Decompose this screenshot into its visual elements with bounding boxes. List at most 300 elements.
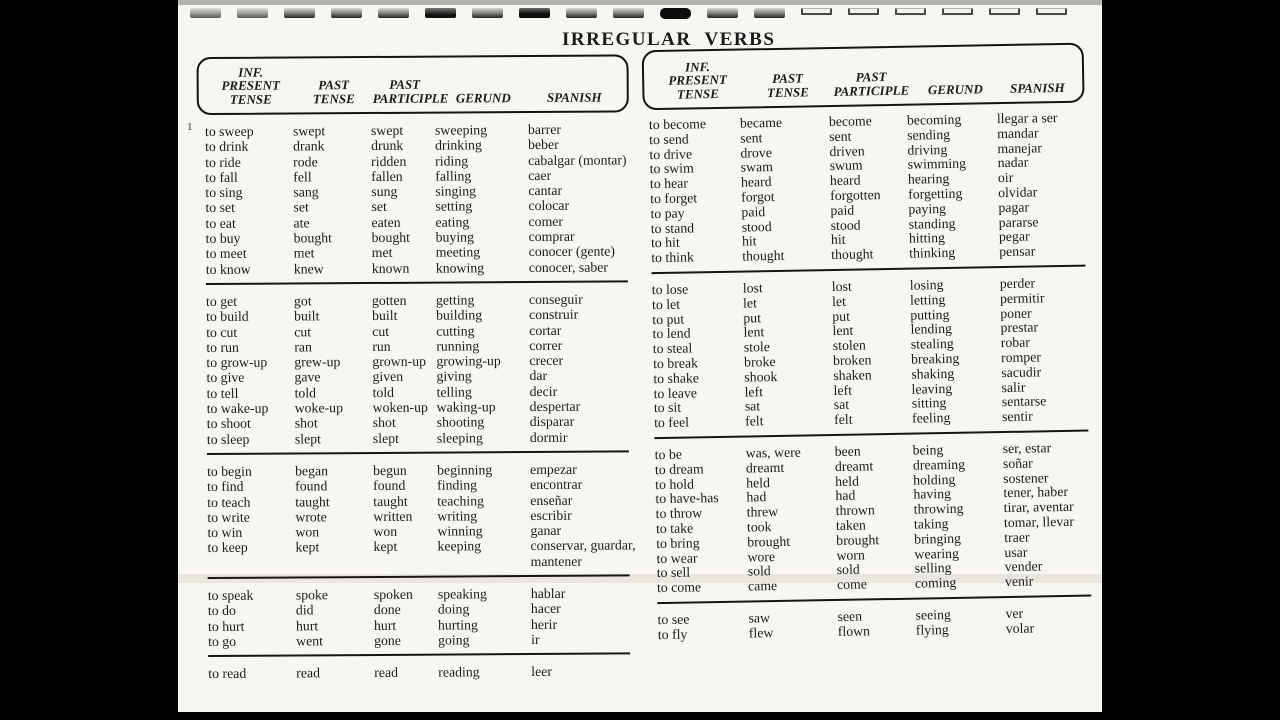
past-tense-cell: went xyxy=(296,633,323,649)
gerund-cell: having xyxy=(913,486,952,502)
gerund-cell: writing xyxy=(437,508,478,524)
verb-group xyxy=(205,121,630,277)
past-tense-cell: drank xyxy=(293,138,325,154)
past-tense-cell: shot xyxy=(294,415,318,431)
past-tense-cell: won xyxy=(295,524,320,540)
infinitive-cell: to grow-up xyxy=(206,354,268,371)
past-tense-cell: wrote xyxy=(295,509,327,525)
spanish-cell: poner xyxy=(1000,305,1032,321)
spanish-cell: sentarse xyxy=(1001,393,1047,410)
gerund-cell: seeing xyxy=(915,606,951,623)
gerund-cell: hitting xyxy=(908,230,946,247)
infinitive-cell: to shake xyxy=(653,370,700,386)
gerund-cell: sending xyxy=(907,126,951,143)
spanish-cell: vender xyxy=(1004,558,1043,575)
past-participle-cell: won xyxy=(373,523,398,540)
past-tense-cell: spoke xyxy=(295,587,329,603)
gerund-cell: cutting xyxy=(436,322,475,339)
gerund-cell: stealing xyxy=(910,336,954,352)
gerund-cell: becoming xyxy=(906,111,962,128)
spanish-cell: oir xyxy=(997,170,1014,186)
gerund-cell: going xyxy=(438,632,470,648)
infinitive-cell: to put xyxy=(652,311,685,327)
past-participle-cell: sent xyxy=(829,128,852,144)
past-tense-cell: fell xyxy=(293,169,312,185)
gerund-cell: selling xyxy=(914,560,952,576)
table-body xyxy=(643,111,1094,643)
past-participle-cell: thrown xyxy=(835,502,875,519)
past-participle-cell: put xyxy=(832,308,851,324)
spanish-cell: cortar xyxy=(529,322,562,338)
past-participle-cell: grown-up xyxy=(372,353,427,370)
gerund-cell: bringing xyxy=(914,530,962,547)
infinitive-cell: to lend xyxy=(652,325,691,342)
past-tense-cell: sang xyxy=(293,184,319,200)
infinitive-cell: to eat xyxy=(205,215,236,231)
infinitive-cell: to set xyxy=(205,200,235,216)
past-participle-cell: felt xyxy=(833,411,853,428)
past-participle-cell: come xyxy=(836,576,868,593)
past-participle-cell: eaten xyxy=(371,214,401,230)
verb-row xyxy=(208,664,632,682)
infinitive-cell: to leave xyxy=(653,384,698,401)
verb-row xyxy=(207,537,636,571)
infinitive-cell: to tell xyxy=(206,385,239,401)
past-tense-cell: lent xyxy=(743,324,765,340)
past-tense-cell: kept xyxy=(295,539,320,555)
infinitive-cell: to bring xyxy=(656,535,700,551)
past-tense-cell: flew xyxy=(748,624,774,641)
past-participle-cell: paid xyxy=(830,202,855,218)
past-participle-cell: cut xyxy=(372,323,390,339)
gerund-cell: telling xyxy=(436,384,472,400)
spanish-cell: decir xyxy=(529,383,558,399)
gerund-cell: being xyxy=(912,442,944,458)
letterbox-left xyxy=(0,0,178,720)
past-tense-cell: cut xyxy=(294,323,312,340)
column-header: SPANISH xyxy=(1009,79,1065,96)
column-header: SPANISH xyxy=(546,89,602,105)
stray-mark: 1 xyxy=(187,121,193,133)
past-tense-cell: broke xyxy=(743,353,776,370)
column-header: PAST PARTICIPLE xyxy=(833,69,910,99)
gerund-cell: riding xyxy=(435,153,469,169)
past-tense-cell: swept xyxy=(292,123,326,139)
past-tense-cell: thought xyxy=(742,248,785,264)
past-participle-cell: flown xyxy=(837,623,871,639)
infinitive-cell: to wear xyxy=(656,549,698,566)
past-participle-cell: seen xyxy=(837,608,863,624)
infinitive-cell: to give xyxy=(206,370,245,386)
infinitive-cell: to go xyxy=(208,633,237,649)
spanish-cell: comprar xyxy=(528,228,575,245)
spanish-cell: prestar xyxy=(1000,319,1039,336)
spanish-cell: pararse xyxy=(998,213,1039,230)
infinitive-cell: to find xyxy=(207,479,244,495)
past-participle-cell: left xyxy=(833,382,853,398)
infinitive-cell: to drive xyxy=(649,146,693,162)
column-header-box xyxy=(197,54,629,115)
spanish-cell: robar xyxy=(1000,334,1031,351)
infinitive-cell: to meet xyxy=(205,246,247,262)
gerund-cell: hearing xyxy=(907,171,950,187)
infinitive-cell: to run xyxy=(206,339,239,355)
infinitive-cell: to hold xyxy=(655,475,695,492)
spanish-cell: dormir xyxy=(529,429,568,445)
past-participle-cell: slept xyxy=(372,430,399,446)
gerund-cell: doing xyxy=(437,601,470,617)
gerund-cell: throwing xyxy=(913,500,964,517)
infinitive-cell: to write xyxy=(207,509,250,525)
past-tense-cell: grew-up xyxy=(294,354,341,370)
past-tense-cell: found xyxy=(295,478,328,494)
past-participle-cell: forgotten xyxy=(830,187,881,204)
verb-group xyxy=(655,440,1094,596)
past-participle-cell: gotten xyxy=(371,292,407,308)
infinitive-cell: to think xyxy=(651,249,694,266)
past-tense-cell: came xyxy=(747,578,778,594)
gerund-cell: winning xyxy=(437,523,483,539)
group-divider xyxy=(654,429,1088,439)
past-tense-cell: did xyxy=(295,602,314,618)
group-divider xyxy=(208,574,630,579)
infinitive-cell: to feel xyxy=(654,414,690,431)
infinitive-cell: to fall xyxy=(205,169,238,185)
column-header: PAST TENSE xyxy=(766,70,809,100)
gerund-cell: breaking xyxy=(910,350,960,367)
infinitive-cell: to speak xyxy=(207,587,254,604)
spanish-cell: construir xyxy=(529,307,579,323)
past-participle-cell: told xyxy=(372,384,395,400)
spanish-cell: comer xyxy=(528,213,564,229)
past-participle-cell: bought xyxy=(371,229,410,246)
spanish-cell: ser, estar xyxy=(1002,440,1052,456)
spanish-cell: hacer xyxy=(530,601,561,617)
past-participle-cell: become xyxy=(828,113,872,130)
past-participle-cell: stolen xyxy=(832,337,866,354)
past-participle-cell: kept xyxy=(373,539,398,555)
spanish-cell: tener, haber xyxy=(1003,484,1069,501)
infinitive-cell: to sleep xyxy=(206,431,250,447)
past-participle-cell: held xyxy=(835,473,860,489)
infinitive-cell: to win xyxy=(207,524,243,541)
spanish-cell: llegar a ser xyxy=(996,110,1058,127)
past-tense-cell: dreamt xyxy=(745,459,785,476)
past-participle-cell: gone xyxy=(374,632,401,648)
spanish-cell: sacudir xyxy=(1001,364,1042,380)
past-tense-cell: drove xyxy=(740,144,772,161)
gerund-cell: growing-up xyxy=(436,353,501,369)
past-tense-cell: held xyxy=(746,474,771,491)
past-participle-cell: taught xyxy=(373,493,408,509)
past-tense-cell: hit xyxy=(741,233,757,249)
infinitive-cell: to do xyxy=(207,603,236,619)
spanish-cell: pegar xyxy=(998,228,1030,245)
verb-group xyxy=(206,291,631,447)
past-participle-cell: read xyxy=(374,665,399,681)
past-participle-cell: fallen xyxy=(371,168,403,184)
gerund-cell: shooting xyxy=(436,414,485,430)
past-participle-cell: hit xyxy=(830,232,846,248)
past-tense-cell: wore xyxy=(747,548,776,565)
verb-row xyxy=(208,631,632,649)
verb-row xyxy=(206,259,630,277)
spanish-cell: crecer xyxy=(529,352,564,369)
infinitive-cell: to have-has xyxy=(655,490,719,507)
letterbox-right xyxy=(1102,0,1280,720)
gerund-cell: paying xyxy=(908,200,947,217)
spanish-cell: conseguir xyxy=(528,291,583,308)
verb-group xyxy=(208,664,632,682)
past-participle-cell: set xyxy=(371,199,387,215)
infinitive-cell: to send xyxy=(649,131,689,147)
table-body xyxy=(197,121,636,682)
past-tense-cell: took xyxy=(746,519,772,535)
infinitive-cell: to hurt xyxy=(207,618,245,634)
gerund-cell: leaving xyxy=(911,380,953,397)
spanish-cell: despertar xyxy=(529,398,581,415)
spanish-cell: herir xyxy=(530,616,558,632)
spanish-cell: permitir xyxy=(999,290,1045,306)
past-tense-cell: got xyxy=(293,293,312,309)
infinitive-cell: to fly xyxy=(657,626,688,642)
spanish-cell: usar xyxy=(1004,544,1028,560)
infinitive-cell: to wake-up xyxy=(206,400,269,417)
past-tense-cell: set xyxy=(293,199,309,215)
past-participle-cell: thought xyxy=(831,246,874,263)
gerund-cell: flying xyxy=(915,621,949,638)
past-participle-cell: driven xyxy=(829,143,865,159)
past-tense-cell: built xyxy=(294,308,320,324)
gerund-cell: eating xyxy=(435,214,470,230)
past-participle-cell: broken xyxy=(832,352,872,368)
past-participle-cell: shaken xyxy=(833,367,872,383)
past-participle-cell: drunk xyxy=(371,138,404,154)
infinitive-cell: to sell xyxy=(656,564,691,581)
past-participle-cell: been xyxy=(834,443,861,459)
past-tense-cell: left xyxy=(744,383,764,400)
past-participle-cell: run xyxy=(372,338,391,354)
spanish-cell: beber xyxy=(528,137,559,153)
spanish-cell: venir xyxy=(1004,573,1034,590)
spanish-cell: pensar xyxy=(999,243,1036,260)
infinitive-cell: to stand xyxy=(650,219,695,236)
spanish-cell: olvidar xyxy=(998,184,1038,201)
infinitive-cell: to pay xyxy=(650,205,685,221)
gerund-cell: beginning xyxy=(436,462,493,478)
infinitive-cell: to sit xyxy=(653,400,682,416)
column-header: PAST PARTICIPLE xyxy=(372,76,449,106)
gerund-cell: setting xyxy=(435,198,473,215)
infinitive-cell: to see xyxy=(657,611,690,628)
gerund-cell: dreaming xyxy=(912,456,966,473)
gerund-cell: reading xyxy=(438,664,480,680)
gerund-cell: taking xyxy=(913,515,949,532)
infinitive-cell: to let xyxy=(651,296,681,312)
past-tense-cell: became xyxy=(739,114,783,131)
spanish-cell: colocar xyxy=(528,198,570,214)
spanish-cell: pagar xyxy=(998,199,1030,215)
group-divider xyxy=(657,594,1091,604)
column-header: GERUND xyxy=(455,89,511,105)
spanish-cell: ir xyxy=(531,631,540,647)
verb-table-left xyxy=(196,0,636,682)
past-tense-cell: rode xyxy=(293,153,318,170)
spanish-cell: salir xyxy=(1001,379,1026,395)
column-header: GERUND xyxy=(927,80,983,97)
infinitive-cell: to sing xyxy=(205,184,243,201)
past-participle-cell: ridden xyxy=(371,153,407,169)
spanish-cell: encontrar xyxy=(530,476,583,493)
verb-table-right xyxy=(641,0,1094,643)
past-participle-cell: swept xyxy=(370,122,404,139)
page-title: IRREGULAR VERBS xyxy=(562,29,776,50)
gerund-cell: thinking xyxy=(909,245,956,261)
verb-group xyxy=(657,605,1093,642)
infinitive-cell: to drink xyxy=(205,139,249,155)
group-divider xyxy=(208,653,630,658)
spanish-cell: perder xyxy=(999,275,1036,292)
past-participle-cell: known xyxy=(371,260,410,276)
gerund-cell: finding xyxy=(437,477,478,493)
verb-group xyxy=(207,461,636,571)
past-tense-cell: taught xyxy=(295,493,330,510)
past-participle-cell: shot xyxy=(372,415,396,431)
infinitive-cell: to teach xyxy=(207,494,251,510)
infinitive-cell: to hit xyxy=(650,235,680,251)
past-participle-cell: let xyxy=(831,293,846,309)
past-participle-cell: spoken xyxy=(373,586,413,603)
gerund-cell: speaking xyxy=(437,586,487,602)
infinitive-cell: to forget xyxy=(650,190,698,207)
past-participle-cell: worn xyxy=(836,546,865,563)
column-header: PAST TENSE xyxy=(312,77,355,106)
infinitive-cell: to dream xyxy=(654,461,704,477)
past-participle-cell: sat xyxy=(833,397,850,413)
infinitive-cell: to shoot xyxy=(206,416,251,432)
spanish-cell: cabalgar (montar) xyxy=(528,152,627,168)
past-tense-cell: told xyxy=(294,385,317,401)
gerund-cell: coming xyxy=(914,574,957,591)
infinitive-cell: to throw xyxy=(655,505,703,522)
gerund-cell: falling xyxy=(435,168,472,184)
gerund-cell: wearing xyxy=(914,545,960,562)
past-participle-cell: found xyxy=(373,478,406,494)
past-tense-cell: shook xyxy=(744,368,778,385)
spanish-cell: cantar xyxy=(528,183,563,199)
past-tense-cell: felt xyxy=(744,413,764,429)
past-participle-cell: heard xyxy=(829,172,861,189)
spanish-cell: barrer xyxy=(527,121,561,138)
past-tense-cell: sold xyxy=(747,563,771,579)
spanish-cell: tirar, aventar xyxy=(1003,498,1074,516)
past-participle-cell: given xyxy=(372,369,404,385)
spanish-cell: sentir xyxy=(1001,408,1033,425)
gerund-cell: waking-up xyxy=(436,399,496,415)
spanish-cell: volar xyxy=(1005,620,1035,636)
gerund-cell: building xyxy=(436,307,483,323)
infinitive-cell: to take xyxy=(655,520,694,537)
past-tense-cell: lost xyxy=(742,280,763,296)
past-tense-cell: swam xyxy=(740,159,774,175)
gerund-cell: driving xyxy=(907,141,948,158)
column-header: INF. PRESENT TENSE xyxy=(221,64,280,107)
past-tense-cell: paid xyxy=(741,203,766,220)
past-participle-cell: woken-up xyxy=(372,399,428,416)
past-participle-cell: stood xyxy=(830,217,861,233)
gerund-cell: standing xyxy=(908,215,956,232)
spanish-cell: leer xyxy=(531,664,553,680)
past-tense-cell: sat xyxy=(744,398,761,414)
past-tense-cell: sent xyxy=(740,130,763,146)
past-tense-cell: forgot xyxy=(741,188,775,205)
column-header: INF. PRESENT TENSE xyxy=(668,58,728,102)
gerund-cell: feeling xyxy=(911,410,951,426)
past-participle-cell: hurt xyxy=(373,617,397,633)
spanish-cell: manejar xyxy=(997,139,1042,156)
past-participle-cell: sold xyxy=(836,561,860,578)
infinitive-cell: to begin xyxy=(207,463,252,479)
spanish-cell: sostener xyxy=(1003,469,1049,486)
infinitive-cell: to break xyxy=(652,355,699,372)
gerund-cell: forgetting xyxy=(908,185,963,202)
past-tense-cell: let xyxy=(742,295,757,311)
past-participle-cell: built xyxy=(372,308,398,324)
gerund-cell: hurting xyxy=(437,616,478,633)
infinitive-cell: to cut xyxy=(206,324,238,340)
gerund-cell: meeting xyxy=(435,244,481,260)
spanish-cell: escribir xyxy=(530,507,572,523)
past-participle-cell: done xyxy=(373,602,401,618)
past-tense-cell: stole xyxy=(743,339,771,355)
infinitive-cell: to come xyxy=(656,579,702,596)
gerund-cell: lending xyxy=(910,321,953,338)
spanish-cell: tomar, llevar xyxy=(1003,513,1074,530)
gerund-cell: knowing xyxy=(435,259,485,276)
gerund-cell: running xyxy=(436,338,480,354)
gerund-cell: sleeping xyxy=(436,429,483,446)
gerund-cell: teaching xyxy=(437,492,485,509)
past-participle-cell: lost xyxy=(831,278,852,294)
past-tense-cell: had xyxy=(746,489,767,505)
past-participle-cell: brought xyxy=(836,531,880,548)
infinitive-cell: to sweep xyxy=(204,123,254,140)
infinitive-cell: to swim xyxy=(649,160,694,177)
past-tense-cell: slept xyxy=(294,430,321,447)
infinitive-cell: to read xyxy=(208,665,247,682)
gerund-cell: sitting xyxy=(911,395,947,411)
notebook-page xyxy=(178,0,1102,712)
gerund-cell: drinking xyxy=(435,137,482,153)
past-tense-cell: threw xyxy=(746,504,779,520)
verb-row xyxy=(207,429,631,447)
infinitive-cell: to build xyxy=(206,309,249,325)
past-participle-cell: lent xyxy=(832,323,854,339)
gerund-cell: singing xyxy=(435,183,477,199)
past-tense-cell: hurt xyxy=(295,617,319,634)
past-participle-cell: dreamt xyxy=(834,458,874,474)
gerund-cell: swimming xyxy=(907,156,967,173)
verb-group xyxy=(649,111,1088,267)
gerund-cell: holding xyxy=(913,471,956,488)
infinitive-cell: to hear xyxy=(649,175,689,192)
past-tense-cell: ate xyxy=(293,215,310,231)
spanish-cell: soñar xyxy=(1002,455,1033,471)
spanish-cell: enseñar xyxy=(530,492,573,508)
past-participle-cell: written xyxy=(373,508,413,524)
spanish-cell: caer xyxy=(528,167,552,183)
gerund-cell: giving xyxy=(436,368,472,385)
